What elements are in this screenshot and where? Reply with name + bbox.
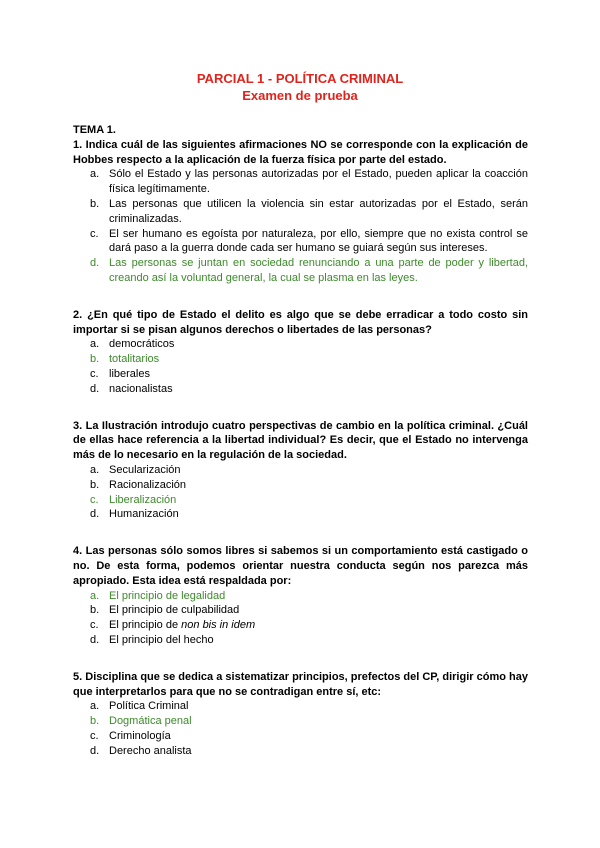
option-letter: a. [90,168,100,181]
option-a[interactable] [73,463,528,478]
option-letter: a. [90,700,100,713]
question-2 [73,308,528,397]
question-5 [73,670,528,759]
question-prompt: ¿En qué tipo de Estado el delito es algo que se debe erradicar a todo costo sin importar si se pisan algunos derechos o libertades de las personas? [73,308,528,336]
option-letter: d. [90,633,100,646]
option-b[interactable] [73,197,528,227]
option-text: Dogmática penal [109,715,192,728]
option-letter: c. [90,729,99,742]
question-text [73,670,528,700]
option-letter: b. [90,715,100,728]
question-text [73,138,528,168]
option-c[interactable] [73,618,528,633]
page-title: PARCIAL 1 - POLÍTICA CRIMINAL [196,71,404,86]
question-text [73,419,528,463]
option-letter: d. [90,257,100,270]
option-d-correct[interactable] [73,256,528,286]
option-letter: a. [90,463,100,476]
question-number: 5. [73,670,83,683]
question-number: 2. [73,308,83,321]
option-text: El principio de culpabilidad [109,604,240,617]
option-text-italic: non bis in idem [181,619,256,632]
question-3 [73,419,528,523]
option-list [73,463,528,522]
option-a[interactable] [73,167,528,197]
option-c[interactable] [73,729,528,744]
option-letter: c. [90,619,99,632]
question-text [73,544,528,588]
page-subtitle: Examen de prueba [242,88,358,103]
option-c[interactable] [73,227,528,257]
question-prompt: Las personas sólo somos libres si sabemos si un comportamiento está castigado o no. De esta forma, podemos orientar nuestra conducta según nos parezca más apropiado. Esta idea está respaldada por: [73,545,528,587]
option-text: Las personas se juntan en sociedad renunciando a una parte de poder y libertad, creando así la voluntad general, la cual se plasma en las leyes. [109,257,528,284]
option-letter: a. [90,338,100,351]
option-d[interactable] [73,382,528,397]
option-text: El principio de legalidad [109,589,226,602]
option-text: Racionalización [109,478,187,491]
question-prompt: Disciplina que se dedica a sistematizar principios, prefectos del CP, dirigir cómo hay que interpretarlos para que no se contradigan entre sí, etc: [73,670,528,698]
option-list [73,699,528,758]
option-letter: c. [90,367,99,380]
option-text: Humanización [109,508,179,521]
option-b-correct[interactable] [73,352,528,367]
question-number: 3. [73,419,83,432]
option-list [73,167,528,285]
option-text: El ser humano es egoísta por naturaleza, por ello, siempre que no exista control se dará paso a la guerra donde cada ser humano se guiará según sus intereses. [109,227,528,255]
option-text: Política Criminal [109,700,189,713]
question-number: 4. [73,545,83,558]
option-text: Liberalización [109,493,177,506]
option-list [73,589,528,648]
option-d[interactable] [73,633,528,648]
option-letter: b. [90,478,100,491]
option-text: Sólo el Estado y las personas autorizadas por el Estado, pueden aplicar la coacción física legítimamente. [109,168,528,196]
option-letter: d. [90,382,100,395]
option-b-correct[interactable] [73,714,528,729]
option-b[interactable] [73,603,528,618]
option-a[interactable] [73,337,528,352]
option-text: totalitarios [109,353,160,366]
question-4 [73,544,528,648]
option-text: Criminología [109,729,171,742]
section-heading: TEMA 1. [73,124,116,136]
option-letter: d. [90,508,100,521]
option-text: El principio del hecho [109,633,214,646]
option-letter: a. [90,589,100,602]
option-letter: b. [90,604,100,617]
question-number: 1. [73,138,83,151]
option-text: Secularización [109,463,181,476]
option-a-correct[interactable] [73,589,528,604]
question-prompt: La Ilustración introdujo cuatro perspectivas de cambio en la política criminal. ¿Cuál de ellas hace referencia a la libertad individual? Es decir, que el Estado no intervenga más de lo necesario en la regulación de la sociedad. [73,419,528,462]
option-text: Las personas que utilicen la violencia sin estar autorizadas por el Estado, serán criminalizadas. [109,197,528,225]
option-text: Derecho analista [109,744,192,757]
option-letter: c. [90,227,99,240]
question-prompt: Indica cuál de las siguientes afirmaciones NO se corresponde con la explicación de Hobbes respecto a la aplicación de la fuerza física por parte del estado. [73,138,528,166]
option-letter: c. [90,493,99,506]
option-letter: b. [90,197,100,210]
option-c[interactable] [73,367,528,382]
option-letter: b. [90,353,100,366]
option-text: El principio de [109,619,182,632]
option-b[interactable] [73,478,528,493]
option-text: liberales [109,367,150,380]
option-d[interactable] [73,507,528,522]
option-text: nacionalistas [109,382,173,395]
option-c-correct[interactable] [73,493,528,508]
question-text [73,308,528,338]
option-a[interactable] [73,699,528,714]
question-1 [73,138,528,286]
option-letter: d. [90,744,100,757]
option-text: democráticos [109,338,175,351]
option-d[interactable] [73,744,528,759]
option-list [73,337,528,396]
exam-content [73,123,528,780]
